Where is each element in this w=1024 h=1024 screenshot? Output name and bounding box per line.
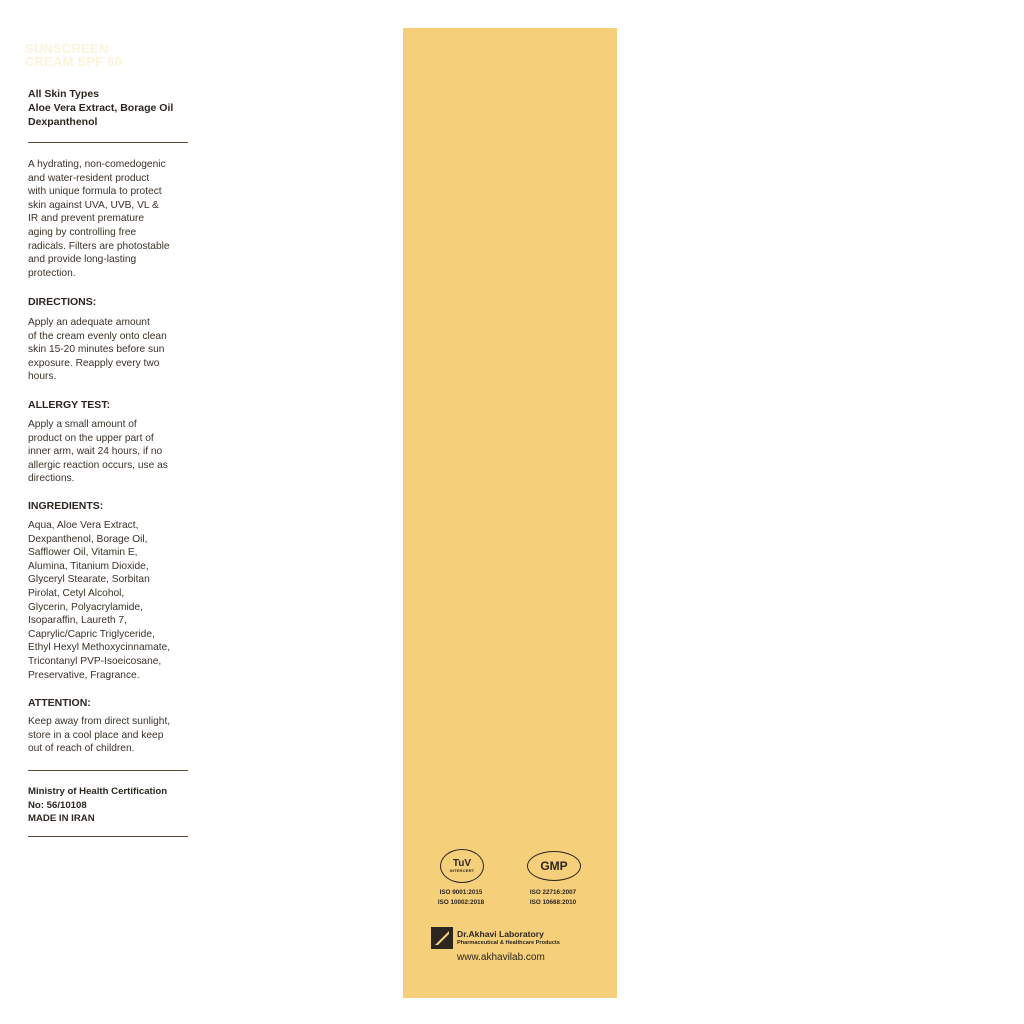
divider	[28, 770, 188, 771]
product-title: SUNSCREEN CREAM SPF 60	[25, 41, 123, 69]
manufacturer-website: www.akhavilab.com	[457, 952, 545, 963]
tuv-iso-numbers: ISO 9001:2015 ISO 10002:2018	[437, 889, 485, 906]
allergy-test-heading: ALLERGY TEST:	[28, 399, 111, 411]
manufacturer-name: Dr.Akhavi Laboratory Pharmaceutical & Healthcare Products	[457, 929, 560, 946]
gmp-certification-badge: GMP	[527, 851, 581, 881]
allergy-test-text: Apply a small amount of product on the upper part of inner arm, wait 24 hours, if no allergic reaction occurs, use as directions.	[28, 419, 168, 485]
gmp-iso-numbers: ISO 22716:2007 ISO 10668:2010	[529, 889, 577, 906]
certification-block: Ministry of Health Certification No: 56/10108 MADE IN IRAN	[28, 786, 168, 824]
akhavi-lab-logo-icon	[431, 927, 453, 949]
attention-text: Keep away from direct sunlight, store in a cool place and keep out of reach of children.	[28, 716, 171, 755]
directions-text: Apply an adequate amount of the cream evenly onto clean skin 15-20 minutes before sun exposure. Reapply every two hours.	[28, 317, 167, 383]
tuv-certification-badge: TuV INTERCERT	[440, 849, 484, 883]
divider	[28, 836, 188, 837]
manufacturer-tagline: Pharmaceutical & Healthcare Products	[457, 940, 560, 946]
description-text: A hydrating, non-comedogenic and water-resident product with unique formula to protect skin against UVA, UVB, VL & IR and prevent premature aging by controlling free radicals. Filters are photostable and provide long-lasting protection.	[28, 159, 170, 279]
product-subtitle: All Skin Types Aloe Vera Extract, Borage Oil Dexpanthenol	[28, 88, 174, 128]
directions-heading: DIRECTIONS:	[28, 296, 97, 308]
divider	[28, 142, 188, 143]
ingredients-heading: INGREDIENTS:	[28, 500, 104, 512]
product-box-panel	[403, 28, 617, 998]
ingredients-text: Aqua, Aloe Vera Extract, Dexpanthenol, Borage Oil, Safflower Oil, Vitamin E, Alumina, Titanium Dioxide, Glyceryl Stearate, Sorbitan Pirolat, Cetyl Alcohol, Glycerin, Polyacrylamide, Isoparaffin, Laureth 7, Caprylic/Capric Triglyceride, Ethyl Hexyl Methoxycinnamate, Tricontanyl PVP-Isoeicosane, Preservative, Fragrance.	[28, 520, 171, 681]
attention-heading: ATTENTION:	[28, 697, 91, 709]
